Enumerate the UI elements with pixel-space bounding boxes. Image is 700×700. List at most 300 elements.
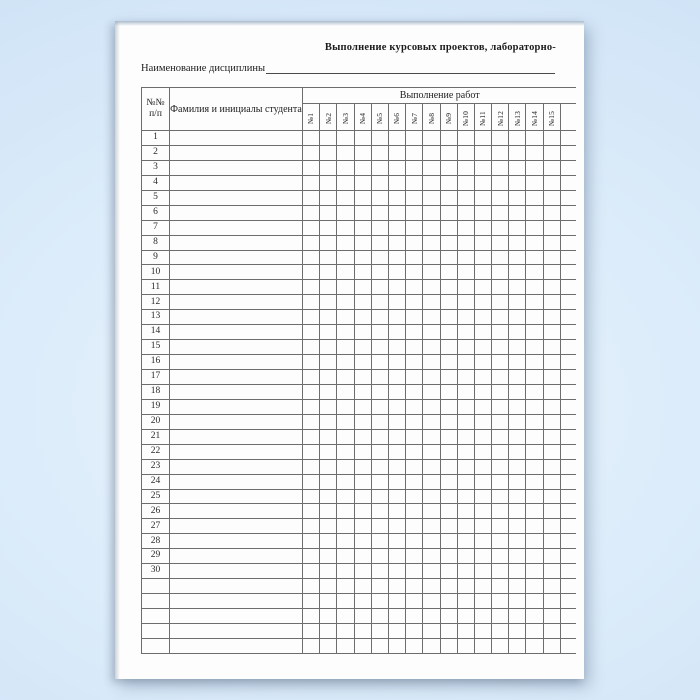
work-mark-cell (440, 370, 457, 385)
student-name-cell (170, 160, 303, 175)
work-mark-cell (526, 638, 543, 653)
work-mark-cell (457, 160, 474, 175)
work-mark-cell (406, 459, 423, 474)
cut-off-cell (560, 594, 576, 609)
work-mark-cell (440, 609, 457, 624)
work-mark-cell (303, 594, 320, 609)
work-mark-cell (423, 325, 440, 340)
cut-off-cell (560, 250, 576, 265)
work-mark-cell (492, 131, 509, 146)
work-mark-cell (423, 340, 440, 355)
row-number-cell: 25 (142, 489, 170, 504)
work-mark-cell (303, 131, 320, 146)
work-mark-cell (457, 220, 474, 235)
work-mark-cell (509, 131, 526, 146)
work-mark-cell (492, 384, 509, 399)
work-mark-cell (440, 220, 457, 235)
work-mark-cell (492, 579, 509, 594)
work-mark-cell (526, 519, 543, 534)
work-mark-cell (440, 564, 457, 579)
student-name-cell (170, 205, 303, 220)
row-number-cell: 19 (142, 399, 170, 414)
student-name-cell (170, 623, 303, 638)
work-mark-cell (457, 594, 474, 609)
work-mark-cell (509, 549, 526, 564)
table-row (142, 399, 577, 414)
work-mark-cell (457, 579, 474, 594)
row-number-cell: 12 (142, 295, 170, 310)
table-row (142, 474, 577, 489)
work-mark-cell (388, 489, 405, 504)
work-mark-cell (543, 534, 560, 549)
work-mark-cell (509, 474, 526, 489)
work-mark-cell (406, 429, 423, 444)
work-mark-cell (388, 355, 405, 370)
cut-off-cell (560, 175, 576, 190)
work-mark-cell (492, 399, 509, 414)
work-mark-cell (337, 414, 354, 429)
cut-off-column-header (560, 104, 576, 131)
cut-off-cell (560, 265, 576, 280)
table-row (142, 623, 577, 638)
work-mark-cell (509, 265, 526, 280)
work-mark-cell (371, 160, 388, 175)
work-mark-cell (526, 235, 543, 250)
work-mark-cell (320, 205, 337, 220)
row-number-cell: 27 (142, 519, 170, 534)
work-mark-cell (371, 609, 388, 624)
work-mark-cell (337, 355, 354, 370)
work-mark-cell (388, 579, 405, 594)
work-mark-cell (388, 594, 405, 609)
work-mark-cell (526, 355, 543, 370)
work-mark-cell (388, 235, 405, 250)
work-mark-cell (457, 459, 474, 474)
work-mark-cell (303, 564, 320, 579)
work-mark-cell (371, 190, 388, 205)
work-mark-cell (457, 235, 474, 250)
work-mark-cell (423, 205, 440, 220)
cut-off-cell (560, 399, 576, 414)
work-mark-cell (543, 325, 560, 340)
work-mark-cell (492, 534, 509, 549)
table-head (142, 88, 577, 131)
work-mark-cell (492, 205, 509, 220)
work-mark-cell (354, 474, 371, 489)
work-mark-cell (492, 638, 509, 653)
work-mark-cell (354, 235, 371, 250)
work-mark-cell (474, 205, 491, 220)
work-mark-cell (320, 594, 337, 609)
work-mark-cell (509, 310, 526, 325)
work-mark-cell (474, 340, 491, 355)
work-mark-cell (440, 414, 457, 429)
work-mark-cell (526, 205, 543, 220)
work-mark-cell (543, 609, 560, 624)
row-number-cell: 20 (142, 414, 170, 429)
work-mark-cell (440, 384, 457, 399)
cut-off-cell (560, 638, 576, 653)
work-mark-cell (474, 131, 491, 146)
work-mark-cell (303, 534, 320, 549)
cut-off-cell (560, 459, 576, 474)
student-name-cell (170, 489, 303, 504)
student-name-cell (170, 474, 303, 489)
work-mark-cell (337, 489, 354, 504)
work-mark-cell (474, 399, 491, 414)
cut-off-cell (560, 220, 576, 235)
work-mark-cell (354, 190, 371, 205)
work-mark-cell (543, 474, 560, 489)
work-mark-cell (320, 145, 337, 160)
work-mark-cell (406, 370, 423, 385)
work-mark-cell (543, 160, 560, 175)
table-row (142, 414, 577, 429)
work-mark-cell (543, 594, 560, 609)
work-mark-cell (388, 519, 405, 534)
work-mark-cell (337, 564, 354, 579)
work-mark-cell (337, 175, 354, 190)
work-column-label: №15 (547, 110, 557, 127)
work-mark-cell (388, 205, 405, 220)
cut-off-cell (560, 280, 576, 295)
student-name-cell (170, 235, 303, 250)
work-mark-cell (423, 355, 440, 370)
work-mark-cell (440, 175, 457, 190)
work-mark-cell (457, 370, 474, 385)
row-number-cell: 21 (142, 429, 170, 444)
work-mark-cell (440, 310, 457, 325)
student-name-cell (170, 519, 303, 534)
student-name-cell (170, 444, 303, 459)
work-mark-cell (406, 340, 423, 355)
work-mark-cell (303, 504, 320, 519)
row-number-cell: 28 (142, 534, 170, 549)
work-mark-cell (509, 190, 526, 205)
work-mark-cell (406, 190, 423, 205)
work-column-header (320, 104, 337, 131)
work-mark-cell (457, 131, 474, 146)
student-name-cell (170, 295, 303, 310)
work-mark-cell (457, 474, 474, 489)
work-mark-cell (440, 280, 457, 295)
work-mark-cell (543, 623, 560, 638)
work-mark-cell (406, 160, 423, 175)
work-mark-cell (406, 579, 423, 594)
cut-off-cell (560, 474, 576, 489)
row-number-cell: 13 (142, 310, 170, 325)
work-mark-cell (320, 414, 337, 429)
work-mark-cell (371, 205, 388, 220)
work-mark-cell (388, 623, 405, 638)
student-name-cell (170, 355, 303, 370)
work-mark-cell (423, 295, 440, 310)
work-mark-cell (526, 414, 543, 429)
work-mark-cell (509, 579, 526, 594)
work-column-label: №3 (340, 112, 350, 125)
work-mark-cell (492, 220, 509, 235)
work-column-label: №4 (358, 112, 368, 125)
work-mark-cell (423, 235, 440, 250)
cut-off-cell (560, 190, 576, 205)
table-row (142, 131, 577, 146)
cut-off-cell (560, 414, 576, 429)
work-mark-cell (354, 579, 371, 594)
work-mark-cell (406, 131, 423, 146)
student-name-cell (170, 340, 303, 355)
work-mark-cell (303, 399, 320, 414)
work-mark-cell (303, 474, 320, 489)
student-name-cell (170, 638, 303, 653)
table-row (142, 310, 577, 325)
work-mark-cell (303, 145, 320, 160)
work-mark-cell (337, 609, 354, 624)
work-mark-cell (337, 160, 354, 175)
work-mark-cell (388, 370, 405, 385)
work-mark-cell (543, 549, 560, 564)
work-mark-cell (474, 504, 491, 519)
work-mark-cell (492, 459, 509, 474)
work-mark-cell (492, 235, 509, 250)
work-mark-cell (303, 325, 320, 340)
work-mark-cell (543, 131, 560, 146)
row-number-cell: 3 (142, 160, 170, 175)
work-mark-cell (337, 205, 354, 220)
work-mark-cell (457, 190, 474, 205)
work-mark-cell (320, 384, 337, 399)
work-mark-cell (354, 609, 371, 624)
work-mark-cell (492, 310, 509, 325)
work-mark-cell (371, 280, 388, 295)
work-mark-cell (406, 220, 423, 235)
work-mark-cell (406, 474, 423, 489)
work-mark-cell (388, 190, 405, 205)
cut-off-cell (560, 489, 576, 504)
work-mark-cell (457, 250, 474, 265)
work-mark-cell (492, 280, 509, 295)
cut-off-cell (560, 534, 576, 549)
work-mark-cell (354, 160, 371, 175)
work-mark-cell (474, 190, 491, 205)
work-mark-cell (440, 519, 457, 534)
work-mark-cell (406, 310, 423, 325)
work-mark-cell (371, 340, 388, 355)
work-mark-cell (457, 489, 474, 504)
table-row (142, 145, 577, 160)
work-mark-cell (303, 623, 320, 638)
student-name-cell (170, 190, 303, 205)
work-mark-cell (371, 370, 388, 385)
row-number-cell (142, 623, 170, 638)
work-mark-cell (303, 459, 320, 474)
work-mark-cell (354, 265, 371, 280)
work-mark-cell (337, 280, 354, 295)
work-mark-cell (354, 429, 371, 444)
work-mark-cell (371, 145, 388, 160)
work-mark-cell (371, 399, 388, 414)
work-mark-cell (509, 414, 526, 429)
work-mark-cell (474, 160, 491, 175)
work-mark-cell (492, 340, 509, 355)
work-mark-cell (388, 295, 405, 310)
discipline-blank-line (266, 60, 555, 74)
scanned-page (115, 21, 584, 679)
row-number-cell: 10 (142, 265, 170, 280)
work-mark-cell (440, 399, 457, 414)
work-column-label: №11 (478, 111, 488, 126)
work-mark-cell (509, 519, 526, 534)
work-mark-cell (543, 504, 560, 519)
work-mark-cell (337, 340, 354, 355)
work-mark-cell (320, 250, 337, 265)
work-mark-cell (423, 638, 440, 653)
work-mark-cell (526, 579, 543, 594)
work-mark-cell (440, 250, 457, 265)
work-mark-cell (337, 145, 354, 160)
work-mark-cell (354, 280, 371, 295)
work-mark-cell (509, 489, 526, 504)
work-mark-cell (526, 564, 543, 579)
work-mark-cell (423, 474, 440, 489)
table-row (142, 489, 577, 504)
work-mark-cell (320, 265, 337, 280)
work-mark-cell (474, 534, 491, 549)
work-mark-cell (406, 205, 423, 220)
work-column-header (423, 104, 440, 131)
student-name-cell (170, 504, 303, 519)
work-mark-cell (423, 579, 440, 594)
work-mark-cell (388, 474, 405, 489)
student-name-cell (170, 579, 303, 594)
work-mark-cell (337, 325, 354, 340)
work-mark-cell (457, 444, 474, 459)
work-mark-cell (337, 444, 354, 459)
work-mark-cell (509, 370, 526, 385)
row-number-cell: 23 (142, 459, 170, 474)
work-mark-cell (457, 384, 474, 399)
work-mark-cell (388, 175, 405, 190)
work-mark-cell (337, 250, 354, 265)
work-mark-cell (474, 145, 491, 160)
work-mark-cell (440, 623, 457, 638)
work-mark-cell (423, 384, 440, 399)
work-mark-cell (526, 340, 543, 355)
cut-off-cell (560, 549, 576, 564)
work-mark-cell (492, 489, 509, 504)
work-mark-cell (303, 370, 320, 385)
work-mark-cell (526, 384, 543, 399)
work-mark-cell (526, 549, 543, 564)
table-row (142, 534, 577, 549)
work-mark-cell (371, 444, 388, 459)
work-mark-cell (423, 310, 440, 325)
work-mark-cell (337, 235, 354, 250)
table-row (142, 594, 577, 609)
work-mark-cell (457, 534, 474, 549)
row-number-cell (142, 594, 170, 609)
work-mark-cell (406, 638, 423, 653)
work-mark-cell (457, 429, 474, 444)
work-mark-cell (423, 564, 440, 579)
student-name-cell (170, 265, 303, 280)
work-mark-cell (457, 549, 474, 564)
student-name-cell (170, 131, 303, 146)
work-mark-cell (492, 175, 509, 190)
work-mark-cell (406, 399, 423, 414)
table-row (142, 175, 577, 190)
work-mark-cell (320, 399, 337, 414)
table-row (142, 160, 577, 175)
work-mark-cell (457, 609, 474, 624)
work-mark-cell (543, 295, 560, 310)
work-mark-cell (543, 489, 560, 504)
work-mark-cell (474, 325, 491, 340)
work-mark-cell (371, 220, 388, 235)
row-number-cell: 11 (142, 280, 170, 295)
discipline-row (141, 60, 555, 74)
work-mark-cell (406, 175, 423, 190)
work-column-header (457, 104, 474, 131)
work-mark-cell (354, 295, 371, 310)
work-mark-cell (354, 310, 371, 325)
work-mark-cell (337, 579, 354, 594)
work-mark-cell (337, 131, 354, 146)
work-mark-cell (543, 638, 560, 653)
work-mark-cell (440, 594, 457, 609)
works-group-header: Выполнение работ (303, 88, 577, 104)
work-mark-cell (440, 534, 457, 549)
work-mark-cell (440, 444, 457, 459)
work-mark-cell (354, 549, 371, 564)
cut-off-cell (560, 205, 576, 220)
work-mark-cell (492, 429, 509, 444)
work-mark-cell (492, 444, 509, 459)
work-mark-cell (406, 623, 423, 638)
work-mark-cell (337, 384, 354, 399)
work-mark-cell (320, 325, 337, 340)
work-mark-cell (474, 250, 491, 265)
work-mark-cell (474, 355, 491, 370)
work-mark-cell (474, 564, 491, 579)
work-mark-cell (543, 265, 560, 280)
student-name-cell (170, 250, 303, 265)
work-mark-cell (371, 519, 388, 534)
work-mark-cell (543, 444, 560, 459)
row-number-cell: 22 (142, 444, 170, 459)
work-mark-cell (406, 355, 423, 370)
work-mark-cell (388, 160, 405, 175)
student-name-cell (170, 549, 303, 564)
work-mark-cell (509, 250, 526, 265)
work-mark-cell (388, 414, 405, 429)
work-mark-cell (406, 295, 423, 310)
work-mark-cell (337, 190, 354, 205)
work-mark-cell (474, 623, 491, 638)
work-mark-cell (543, 564, 560, 579)
table-body (142, 131, 577, 654)
work-mark-cell (320, 355, 337, 370)
student-name-cell (170, 175, 303, 190)
work-mark-cell (526, 594, 543, 609)
work-mark-cell (371, 638, 388, 653)
work-mark-cell (474, 459, 491, 474)
cut-off-cell (560, 444, 576, 459)
work-mark-cell (388, 340, 405, 355)
work-mark-cell (303, 489, 320, 504)
work-mark-cell (354, 220, 371, 235)
work-mark-cell (440, 638, 457, 653)
work-mark-cell (423, 399, 440, 414)
